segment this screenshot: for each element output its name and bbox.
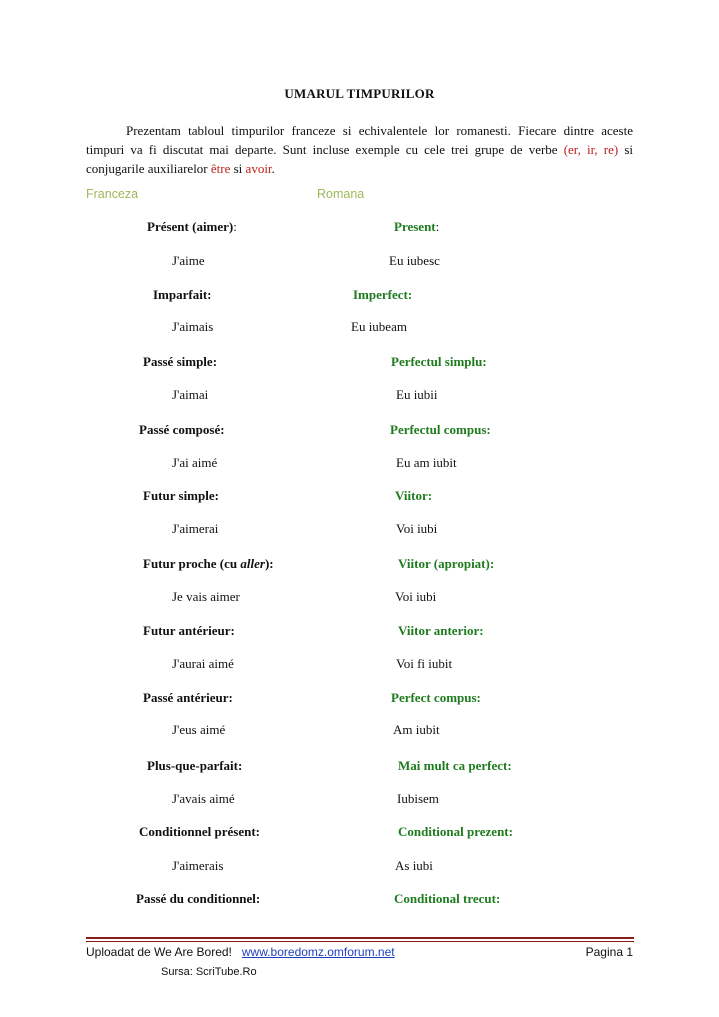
tense-label-romanian: Conditional prezent: xyxy=(398,824,513,839)
example-french: J'ai aimé xyxy=(172,455,218,470)
tense-label-romanian: Viitor anterior: xyxy=(398,623,484,638)
etre-word: être xyxy=(210,161,231,176)
tense-label-romanian: Viitor (apropiat): xyxy=(398,556,495,571)
page-title: UMARUL TIMPURILOR xyxy=(284,86,435,101)
tense-label-romanian: Perfectul simplu: xyxy=(391,354,487,369)
intro-text-4: . xyxy=(271,161,275,176)
example-french: J'eus aimé xyxy=(172,722,226,737)
example-romanian: Voi iubi xyxy=(396,521,438,536)
example-french: J'avais aimé xyxy=(172,791,235,806)
column-heading-romanian: Romana xyxy=(317,187,365,201)
example-french: J'aimerai xyxy=(172,521,219,536)
intro-text-2: si conjugarile auxiliarelor xyxy=(86,142,633,176)
example-french: J'aurai aimé xyxy=(172,656,234,671)
example-romanian: Eu iubeam xyxy=(351,319,407,334)
example-romanian: Voi iubi xyxy=(395,589,437,604)
intro-text-3: si xyxy=(230,161,246,176)
tense-label-romanian: Perfect compus: xyxy=(391,690,481,705)
example-french: J'aimais xyxy=(172,319,214,334)
tense-label-french: Futur antérieur: xyxy=(143,623,235,638)
verb-groups: (er, ir, re) xyxy=(563,142,619,157)
example-french: J'aimai xyxy=(172,387,209,402)
footer-rule xyxy=(86,937,634,939)
page-number: Pagina 1 xyxy=(585,945,633,959)
tense-label-french: Plus-que-parfait: xyxy=(147,758,243,773)
tense-label-french: Conditionnel présent: xyxy=(139,824,260,839)
tense-label-french: Passé simple: xyxy=(143,354,218,369)
example-romanian: Voi fi iubit xyxy=(396,656,453,671)
tense-label-romanian: Imperfect: xyxy=(353,287,413,302)
intro-text-1: Prezentam tabloul timpurilor franceze si echivalentele lor romanesti. Fiecare dintre aceste timpuri va fi discutat mai departe. Sunt incluse exemple cu cele trei grupe de verbe xyxy=(86,123,633,157)
example-romanian: Iubisem xyxy=(397,791,439,806)
tense-label-french: Imparfait: xyxy=(153,287,212,302)
tense-label-french: Présent (aimer): xyxy=(147,219,237,234)
example-french: J'aimerais xyxy=(172,858,224,873)
example-french: J'aime xyxy=(172,253,205,268)
example-french: Je vais aimer xyxy=(172,589,240,604)
tense-label-french: Futur simple: xyxy=(143,488,219,503)
column-heading-french: Franceza xyxy=(86,187,139,201)
source-text: Sursa: ScriTube.Ro xyxy=(161,966,257,978)
tense-label-french: Futur proche (cu aller): xyxy=(143,556,274,571)
example-romanian: Eu iubesc xyxy=(389,253,440,268)
footer-rule-thin xyxy=(86,941,634,942)
footer-link[interactable]: www.boredomz.omforum.net xyxy=(241,945,395,959)
tense-label-romanian: Viitor: xyxy=(395,488,433,503)
footer-upload-text: Uploadat de We Are Bored! www.boredomz.omforum.net xyxy=(86,945,395,959)
avoir-word: avoir xyxy=(245,161,272,176)
tense-label-romanian: Mai mult ca perfect: xyxy=(398,758,512,773)
tense-label-romanian: Present: xyxy=(394,219,440,234)
tense-label-romanian: Conditional trecut: xyxy=(394,891,501,906)
tense-label-romanian: Perfectul compus: xyxy=(390,422,491,437)
example-romanian: Eu iubii xyxy=(396,387,438,402)
example-romanian: As iubi xyxy=(395,858,433,873)
tense-label-french: Passé du conditionnel: xyxy=(136,891,261,906)
tense-label-french: Passé antérieur: xyxy=(143,690,233,705)
intro-paragraph xyxy=(86,121,633,178)
tense-label-french: Passé composé: xyxy=(139,422,225,437)
example-romanian: Eu am iubit xyxy=(396,455,457,470)
example-romanian: Am iubit xyxy=(393,722,440,737)
